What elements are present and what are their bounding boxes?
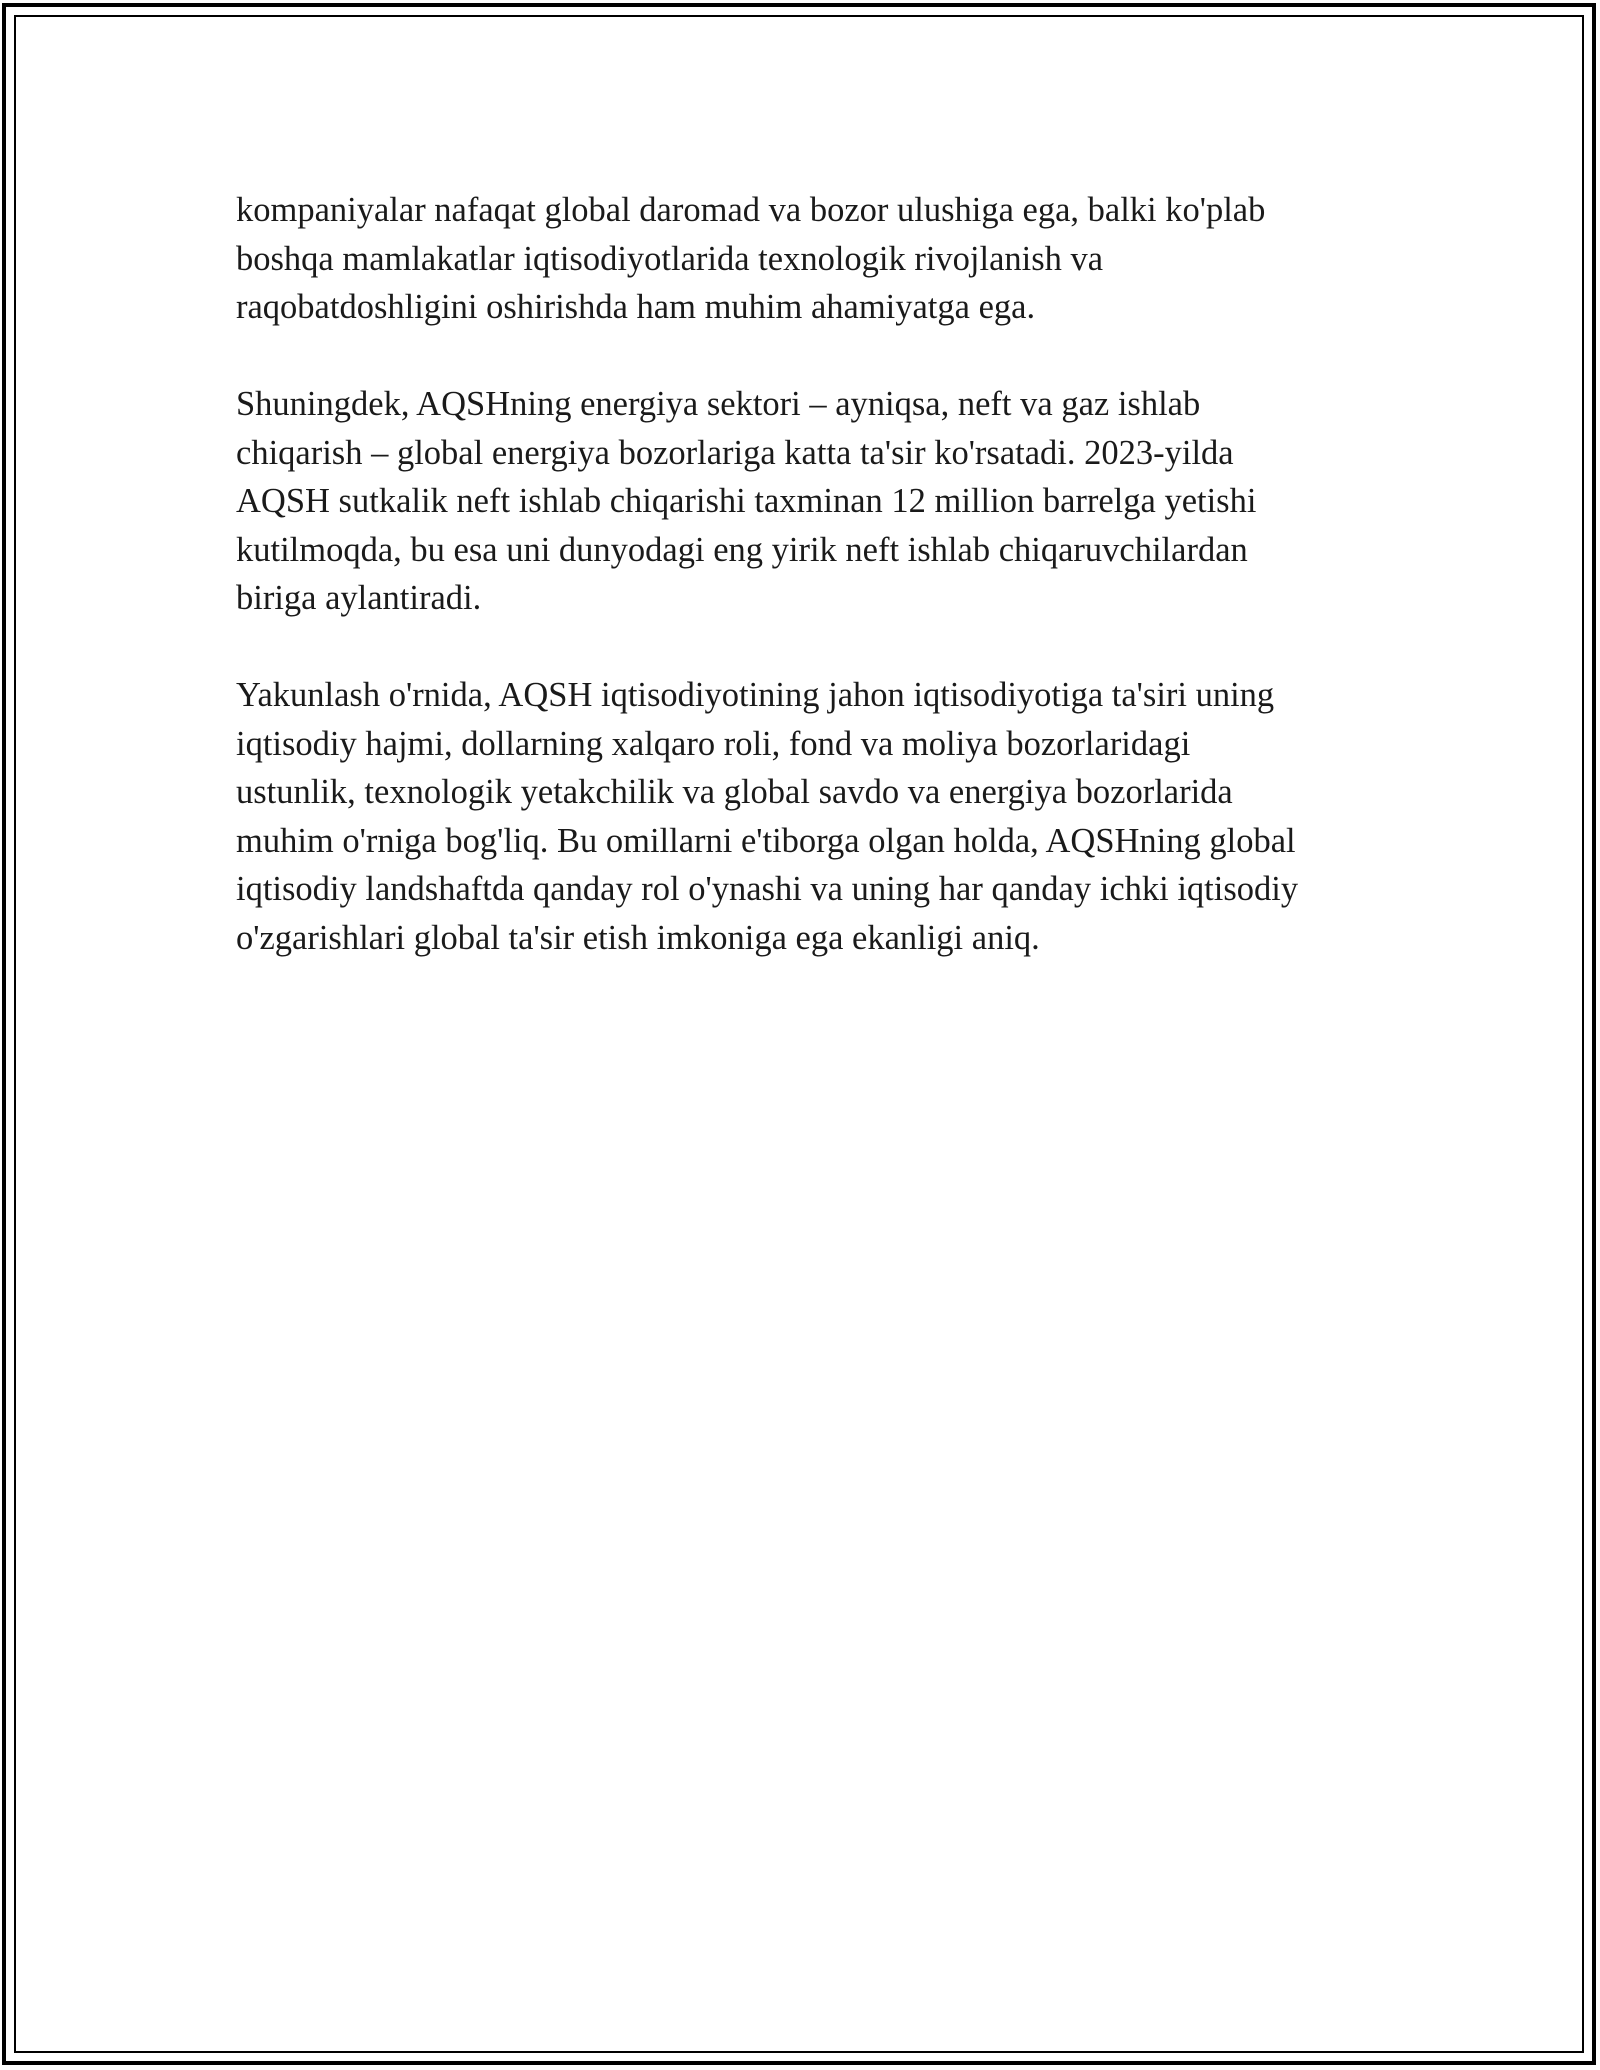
text-line: raqobatdoshligini oshirishda ham muhim ahamiyatga ega. [236, 288, 1036, 326]
text-line: chiqarish – global energiya bozorlariga katta ta'sir ko'rsatadi. 2023-yilda [236, 433, 1234, 472]
text-line: Yakunlash o'rnida, AQSH iqtisodiyotining jahon iqtisodiyotiga ta'siri uning [236, 676, 1275, 714]
text-line: o'zgarishlari global ta'sir etish imkoniga ega ekanligi aniq. [236, 918, 1040, 957]
text-line: boshqa mamlakatlar iqtisodiyotlarida texnologik rivojlanish va [236, 239, 1104, 278]
paragraph-2 [236, 380, 1376, 623]
document-body [236, 186, 1376, 1011]
text-line: iqtisodiy hajmi, dollarning xalqaro roli, fond va moliya bozorlaridagi [236, 724, 1191, 763]
text-line: iqtisodiy landshaftda qanday rol o'ynashi va uning har qanday ichki iqtisodiy [236, 870, 1299, 908]
text-line: biriga aylantiradi. [236, 579, 482, 617]
text-line: muhim o'rniga bog'liq. Bu omillarni e'tiborga olgan holda, AQSHning global [236, 821, 1296, 860]
text-line: kompaniyalar nafaqat global daromad va bozor ulushiga ega, balki ko'plab [236, 191, 1266, 229]
text-line: Shuningdek, AQSHning energiya sektori – ayniqsa, neft va gaz ishlab [236, 385, 1201, 423]
text-line: kutilmoqda, bu esa uni dunyodagi eng yirik neft ishlab chiqaruvchilardan [236, 530, 1248, 569]
text-line: ustunlik, texnologik yetakchilik va global savdo va energiya bozorlarida [236, 773, 1233, 811]
paragraph-1 [236, 186, 1376, 332]
paragraph-3 [236, 671, 1376, 962]
text-line: AQSH sutkalik neft ishlab chiqarishi taxminan 12 million barrelga yetishi [236, 482, 1257, 520]
